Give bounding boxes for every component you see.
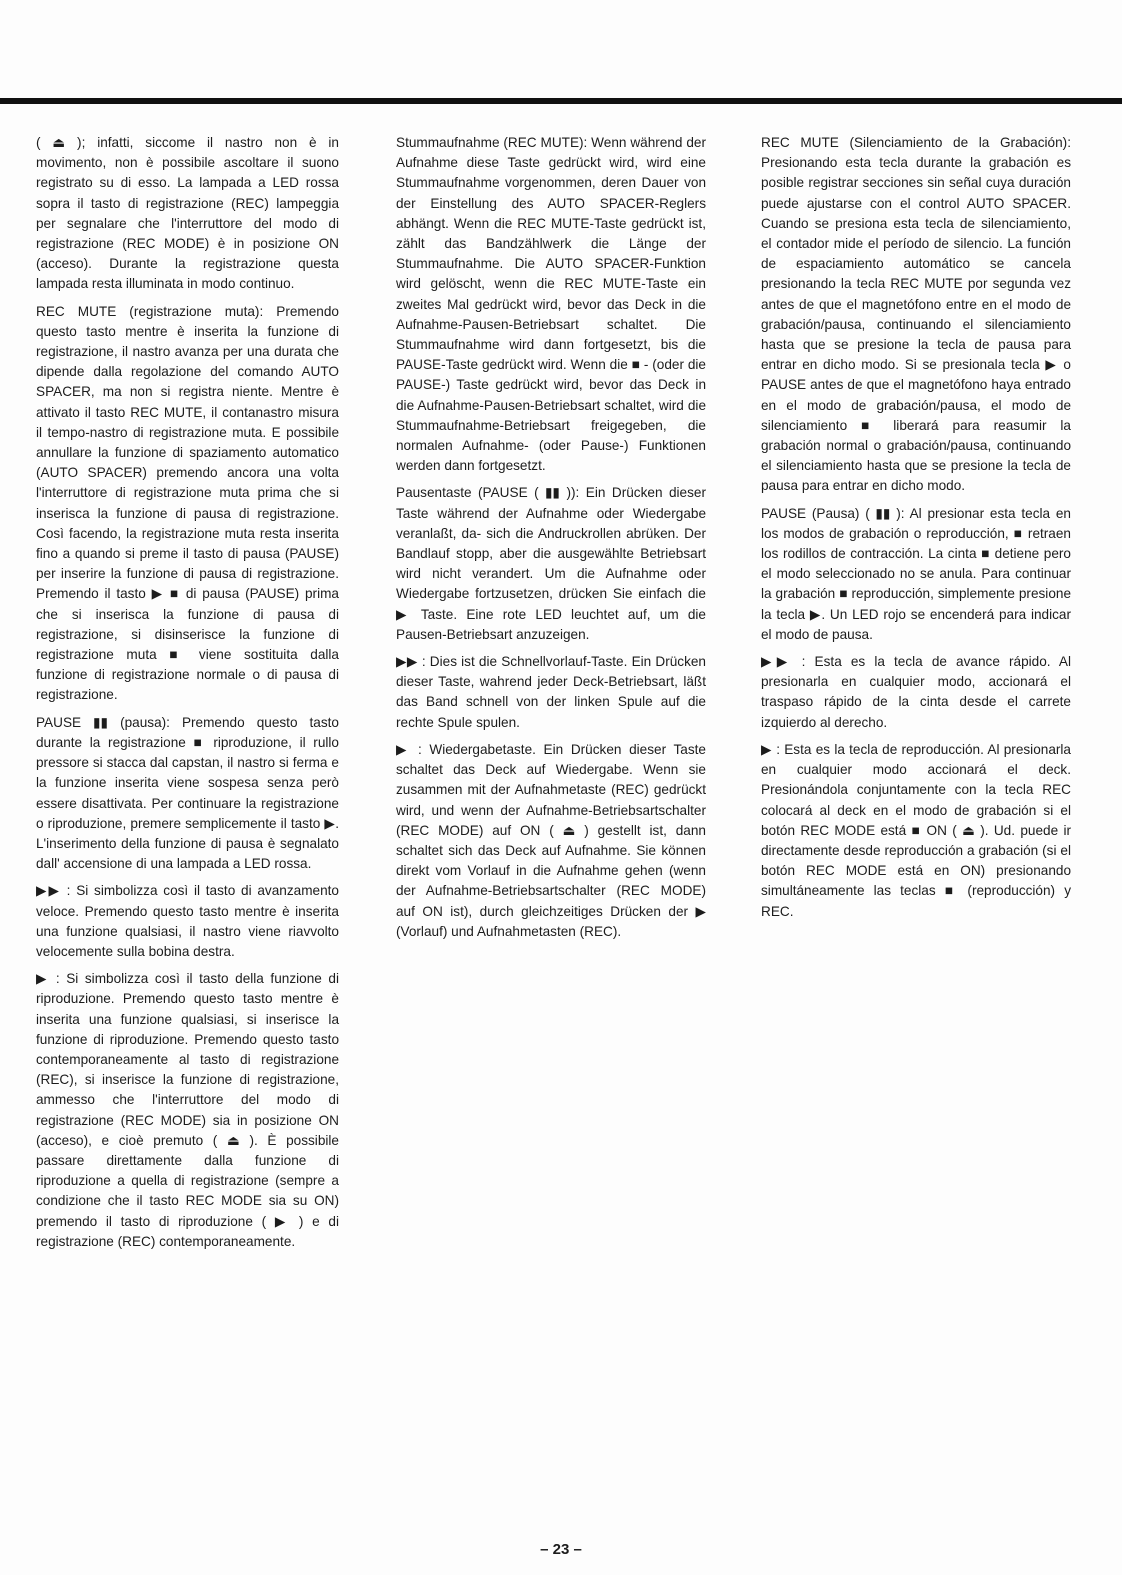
paragraph: PAUSE ▮▮ (pausa): Premendo questo tasto durante la registrazione ■ riproduzione, il rullo pressore si stacca dal capstan, il nastro si ferma e la funzione inserita viene sospesa senza però essere disattivata. Per continuare la registrazione o riproduzione, premere semplicemente il tasto ▶. L'inserimento della funzione di pausa è segnalato dall' accensione di una lampada a LED rossa. (36, 714, 339, 872)
paragraph: Pausentaste (PAUSE ( ▮▮ )): Ein Drücken dieser Taste während der Aufnahme oder Wiedergabe veranlaßt, da- sich die Andruckrollen abrüken. Der Bandlauf stopp, aber die ausgewählte Betriebsart wird nicht verandert. Um die Aufnahme oder Wiedergabe fortzusetzen, drücken Sie einfach die ▶ Taste. Eine rote LED leuchtet auf, um die Pausen-Betriebsart anzuzeigen. (396, 485, 706, 642)
paragraph: PAUSE (Pausa) ( ▮▮ ): Al presionar esta tecla en los modos de grabación o reproducción, ■ retraen los rodillos de contracción. La cinta ■ detiene pero el modo seleccionado no se anula. Para continuar la grabación ■ reproducción, simplemente presione la tecla ▶. Un LED rojo se encenderá para indicar el modo de pausa. (761, 505, 1071, 642)
paragraph: ▶▶ : Si simbolizza così il tasto di avanzamento veloce. Premendo questo tasto mentre è inserita una funzione qualsiasi, il nastro viene riavvolto velocemente sulla bobina destra. (36, 883, 339, 959)
column-spanish (761, 133, 1071, 929)
paragraph: ▶ : Esta es la tecla de reproducción. Al presionarla en cualquier modo accionará el deck. Presionándola conjuntamente con la tecla REC colocará al deck en el modo de grabación si el botón REC MODE está ■ ON ( ⏏ ). Ud. puede ir directamente desde reproducción a grabación (si el botón REC MODE está en ON) presionando simultáneamente las teclas ■ (reproducción) y REC. (761, 741, 1071, 919)
paragraph: ▶▶ : Dies ist die Schnellvorlauf-Taste. Ein Drücken dieser Taste, wahrend jeder Deck-Betriebsart, läßt das Band schnell von der linken Spule auf die rechte Spule spulen. (396, 654, 706, 730)
paragraph: ▶▶ : Esta es la tecla de avance rápido. Al presionarla en cualquier modo, accionará el traspaso rápido de la cinta desde el carrete izquierdo al derecho. (761, 654, 1071, 730)
paragraph: REC MUTE (registrazione muta): Premendo questo tasto mentre è inserita la funzione di registrazione, il nastro avanza per una durata che dipende dalla regolazione del comando AUTO SPACER, ma non si registra niente. Mentre è attivato il tasto REC MUTE, il contanastro misura il tempo-nastro di registrazione muta. E possibile annullare la funzione di spaziamento automatico (AUTO SPACER) premendo ancora una volta l'interruttore di registrazione muta prima che si inserisca la funzione di pausa di registrazione. Così facendo, la registrazione muta resta inserita fino a quando si preme il tasto di pausa (PAUSE) per inserire la funzione di pausa di registrazione. Premendo il tasto ▶ ■ di pausa (PAUSE) prima che si inserisca la funzione di pausa di registrazione, si disinserisce la funzione di registrazione muta ■ viene sostituita dalla funzione di registrazione normale o di pausa di registrazione. (36, 303, 339, 703)
column-italian (36, 133, 339, 1259)
paragraph: ▶ : Wiedergabetaste. Ein Drücken dieser Taste schaltet das Deck auf Wiedergabe. Wenn sie zusammen mit der Aufnahmetaste (REC) gedrückt wird, und wenn der Aufnahme-Betriebsartschalter (REC MODE) auf ON ( ⏏ ) gestellt ist, dann schaltet sich das Deck auf Aufnahme. Sie können direkt vom Vorlauf in die Aufnahme gehen (wenn der Aufnahme-Betriebsartschalter (REC MODE) auf ON ist), durch gleichzeitiges Drücken der ▶ (Vorlauf) und Aufnahmetasten (REC). (396, 741, 706, 939)
paragraph: ( ⏏ ); infatti, siccome il nastro non è in movimento, non è possibile ascoltare il suono registrato su di esso. La lampada a LED rossa sopra il tasto di registrazione (REC) lampeggia per segnalare che l'interruttore del modo di registrazione (REC MODE) è in posizione ON (acceso). Durante la registrazione questa lampada resta illuminata in modo continuo. (36, 135, 339, 292)
top-rule (0, 98, 1122, 104)
paragraph: ▶ : Si simbolizza così il tasto della funzione di riproduzione. Premendo questo tasto mentre è inserita una funzione qualsiasi, si inserisce la funzione di riproduzione. Premendo questo tasto contemporaneamente al tasto di registrazione (REC), si inserisce la funzione di registrazione, ammesso che l'interruttore del modo di registrazione (REC MODE) sia in posizione ON (acceso), e cioè premuto ( ⏏ ). È possibile passare direttamente dalla funzione di riproduzione a quella di registrazione (sempre a condizione che il tasto REC MODE sia su ON) premendo il tasto di riproduzione ( ▶ ) e di registrazione (REC) contemporaneamente. (36, 971, 339, 1249)
paragraph: Stummaufnahme (REC MUTE): Wenn während der Aufnahme diese Taste gedrückt wird, wird eine Stummaufnahme vorgenommen, deren Dauer von der Einstellung des AUTO SPACER-Reglers abhängt. Wenn die REC MUTE-Taste gedrückt ist, zählt das Bandzählwerk die Länge der Stummaufnahme. Die AUTO SPACER-Funktion wird gelöscht, wenn die REC MUTE-Taste ein zweites Mal gedrückt wird, bevor das Deck in die Aufnahme-Pausen-Betriebsart schaltet. Die Stummaufnahme wird dann fortgesetzt, bis die PAUSE-Taste gedrückt wird. Wenn die ■ - (oder die PAUSE-) Taste gedrückt wird, bevor das Deck in die Aufnahme-Pausen-Betriebsart schaltet, wird die Stummaufnahme-Betriebsart freigegeben, die normalen Aufnahme- (oder Pause-) Funktionen werden dann fortgesetzt. (396, 135, 706, 474)
column-german (396, 133, 706, 949)
page-number: – 23 – (540, 1541, 582, 1558)
paragraph: REC MUTE (Silenciamiento de la Grabación): Presionando esta tecla durante la grabación es posible registrar secciones sin señal cuya duración puede ajustarse con el control AUTO SPACER. Cuando se presiona esta tecla de silenciamiento, el contador mide el período de silencio. La función de espaciamiento automático se cancela presionando la tecla REC MUTE por segunda vez antes de que el magnetófono entre en el modo de grabación/pausa, continuando el silenciamiento hasta que se presione la tecla de pausa para entrar en dicho modo. Si se presionala tecla ▶ o PAUSE antes de que el magnetófono haya entrado en el modo de grabación/pausa, el modo de silenciamiento ■ liberará para reasumir la grabación normal o grabación/pausa, continuando el silenciamiento hasta que se presione la tecla de pausa para entrar en dicho modo. (761, 135, 1071, 494)
